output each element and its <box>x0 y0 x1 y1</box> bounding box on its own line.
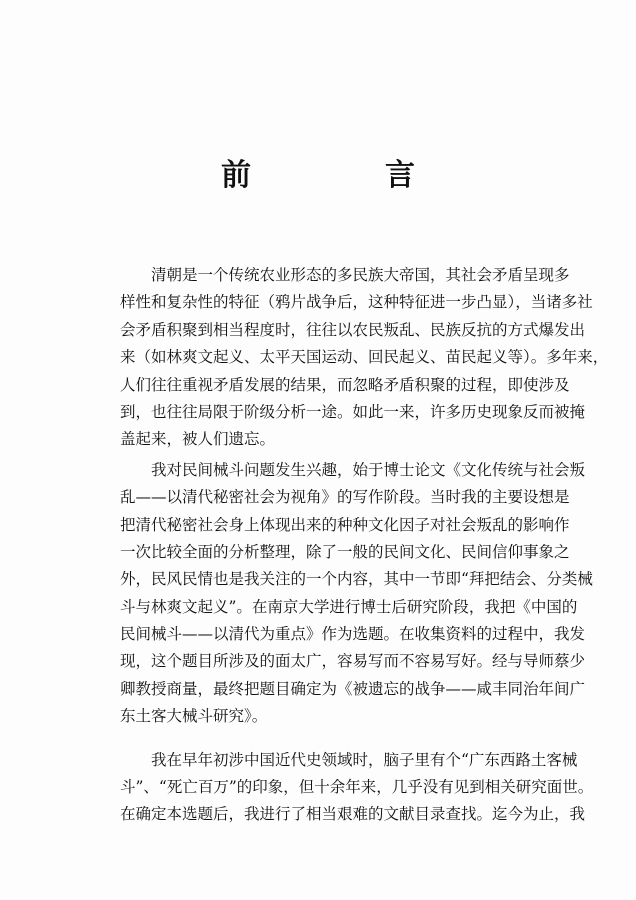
body-text <box>120 262 609 832</box>
paragraph-2 <box>120 457 593 731</box>
text-line: 会矛盾积聚到相当程度时，往往以农民叛乱、民族反抗的方式爆发出 <box>120 320 586 339</box>
text-line: 民间械斗——以清代为重点》作为选题。在收集资料的过程中，我发 <box>120 625 586 644</box>
text-line: 现，这个题目所涉及的面太广，容易写而不容易写好。经与导师蔡少 <box>120 652 586 671</box>
page-title: 前 言 <box>221 158 467 193</box>
text-line: 来（如林爽文起义、太平天国运动、回民起义、苗民起义等）。多年来， <box>120 348 609 367</box>
text-line: 人们往往重视矛盾发展的结果，而忽略矛盾积聚的过程，即使涉及 <box>120 375 570 394</box>
text-line: 乱——以清代秘密社会为视角》的写作阶段。当时我的主要设想是 <box>120 488 570 507</box>
text-line: 盖起来，被人们遗忘。 <box>120 430 276 449</box>
text-line: 卿教授商量，最终把题目确定为《被遗忘的战争——咸丰同治年间广 <box>120 679 586 698</box>
text-line: 斗与林爽文起义”。在南京大学进行博士后研究阶段，我把《中国的 <box>120 597 578 616</box>
paragraph-1 <box>120 262 609 454</box>
text-line: 把清代秘密社会身上体现出来的种种文化因子对社会叛乱的影响作 <box>120 515 570 534</box>
text-line: 外，民风民情也是我关注的一个内容，其中一节即“拜把结会、分类械 <box>120 570 593 589</box>
text-line: 在确定本选题后，我进行了相当艰难的文献目录查找。迄今为止，我 <box>120 805 586 824</box>
text-line: 一次比较全面的分析整理，除了一般的民间文化、民间信仰事象之 <box>120 542 570 561</box>
text-line: 斗”、“死亡百万”的印象，但十余年来，几乎没有见到相关研究面世。 <box>120 778 594 797</box>
text-line: 样性和复杂性的特征（鸦片战争后，这种特征进一步凸显），当诸多社 <box>120 293 593 312</box>
text-line: 东土客大械斗研究》。 <box>120 707 268 726</box>
text-line: 清朝是一个传统农业形态的多民族大帝国，其社会矛盾呈现多 <box>151 266 570 284</box>
paragraph-3 <box>120 747 594 829</box>
text-line: 我对民间械斗问题发生兴趣，始于博士论文《文化传统与社会叛 <box>151 460 586 479</box>
text-line: 到，也往往局限于阶级分析一途。如此一来，许多历史现象反而被掩 <box>120 402 586 421</box>
text-line: 我在早年初涉中国近代史领域时，脑子里有个“广东西路土客械 <box>151 750 578 769</box>
